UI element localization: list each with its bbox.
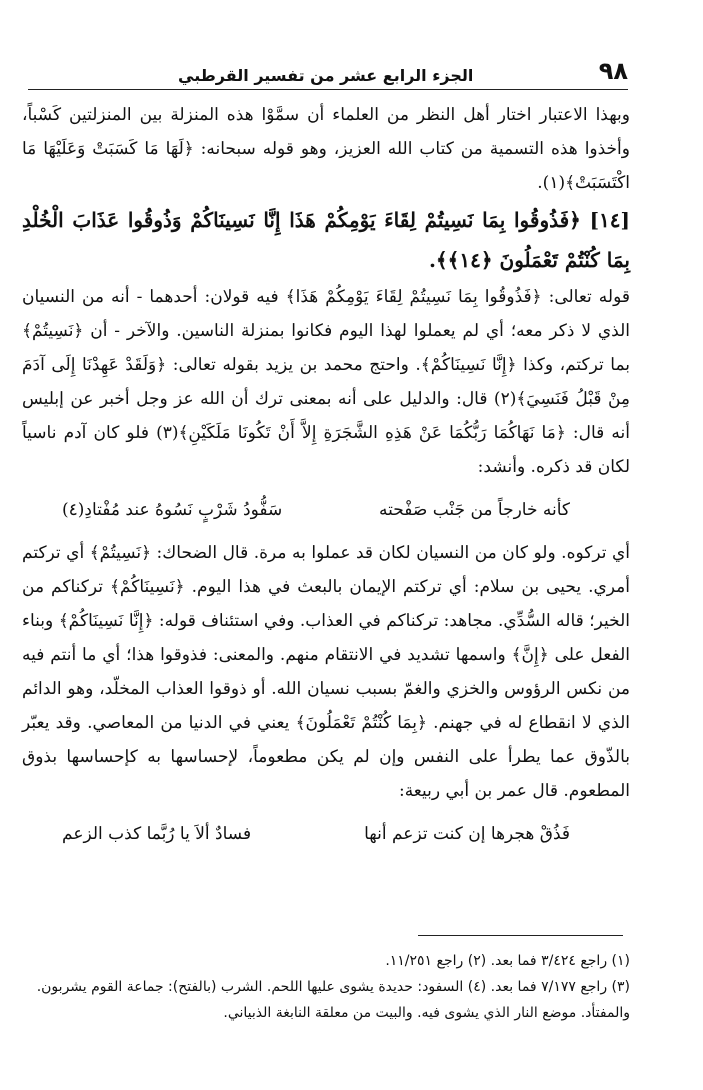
paragraph-commentary-1: قوله تعالى: ﴿فَذُوقُوا بِمَا نَسِيتُمْ لِقَاءَ يَوْمِكُمْ هَذَا﴾ فيه قولان: أحدهما - أنه من النسيان الذي لا ذكر معه؛ أي لم يعملوا لهذا اليوم فكانوا بمنزلة الناسين. والآخر - أن ﴿نَسِيتُمْ﴾ بما تركتم، وكذا ﴿إِنَّا نَسِينَاكُمْ﴾. واحتج محمد بن يزيد بقوله تعالى: ﴿وَلَقَدْ عَهِدْنَا إِلَى آدَمَ مِنْ قَبْلُ فَنَسِيَ﴾(٢) قال: والدليل على أنه بمعنى ترك أن الله عز وجل أخبر عن إبليس أنه قال: ﴿مَا نَهَاكُمَا رَبُّكُمَا عَنْ هَذِهِ الشَّجَرَةِ إِلاَّ أَنْ تَكُونَا مَلَكَيْنِ﴾(٣) فلو كان آدم ناسياً لكان قد ذكره. وأنشد: xyxy=(22,287,630,477)
page-number: ٩٨ xyxy=(598,57,628,85)
running-title: الجزء الرابع عشر من تفسير القرطبي xyxy=(178,66,474,85)
footnote-separator xyxy=(418,935,623,936)
paragraph-intro: وبهذا الاعتبار اختار أهل النظر من العلماء أن سمَّوْا هذه المنزلة بين المنزلتين كَسْباً، وأخذوا هذه التسمية من كتاب الله العزيز، وهو قوله سبحانه: ﴿لَهَا مَا كَسَبَتْ وَعَلَيْهَا مَا اكْتَسَبَتْ﴾(١). xyxy=(22,105,630,193)
paragraph-commentary-2: أي تركوه. ولو كان من النسيان لكان قد عملوا به مرة. قال الضحاك: ﴿نَسِيتُمْ﴾ أي تركتم أمري. يحيى بن سلام: أي تركتم الإيمان بالبعث في هذا اليوم. ﴿نَسِينَاكُمْ﴾ تركناكم من الخير؛ قاله السُّدِّي. مجاهد: تركناكم في العذاب. وفي استئناف قوله: ﴿إِنَّا نَسِينَاكُمْ﴾ وبناء الفعل على ﴿إِنَّ﴾ واسمها تشديد في الانتقام منهم. والمعنى: فذوقوا هذا؛ أي ما أنتم فيه من نكس الرؤوس والخزي والغمّ بسبب نسيان الله. أو ذوقوا العذاب المخلّد، وهو الدائم الذي لا انقطاع له في جهنم. ﴿بِمَا كُنْتُمْ تَعْمَلُونَ﴾ يعني في الدنيا من المعاصي. وقد يعبّر بالذّوق عما يطرأ على النفس وإن لم يكن مطعوماً، لإحساسها به كإحساسها بذوق المطعوم. قال عمر بن أبي ربيعة: xyxy=(22,543,630,801)
poem-hemistich-second: فسادٌ ألاَ يا رُبَّما كذب الزعم xyxy=(62,824,252,844)
main-text xyxy=(22,98,630,860)
footnote-line: (٣) راجع ٧/١٧٧ فما بعد. (٤) السفود: حديدة يشوى عليها اللحم. الشرب (بالفتح): جماعة القوم يشربون. والمفتأد. موضع النار الذي يشوى فيه. والبيت من معلقة النابغة الذبياني. xyxy=(36,979,630,1021)
poem-verse-1 xyxy=(22,488,630,532)
footnotes xyxy=(22,948,630,1026)
quran-verse: [١٤] ﴿فَذُوقُوا بِمَا نَسِيتُمْ لِقَاءَ يَوْمِكُمْ هَذَا إِنَّا نَسِينَاكُمْ وَذُوقُوا عَذَابَ الْخُلْدِ بِمَا كُنْتُمْ تَعْمَلُونَ ﴿١٤﴾﴾. xyxy=(22,208,630,272)
poem-verse-2 xyxy=(22,812,630,856)
poem-hemistich-first: فَذُقْ هجرها إن كنت تزعم أنها xyxy=(364,824,570,844)
poem-hemistich-first: كأنه خارجاً من جَنْب صَفْحته xyxy=(379,500,570,520)
page-header xyxy=(28,58,628,90)
poem-hemistich-second: سَفُّودُ شَرْبٍ نَسُوهُ عند مُفْتادِ(٤) xyxy=(62,500,283,520)
footnote-line: (١) راجع ٣/٤٢٤ فما بعد. (٢) راجع ١١/٢٥١. xyxy=(385,953,630,969)
